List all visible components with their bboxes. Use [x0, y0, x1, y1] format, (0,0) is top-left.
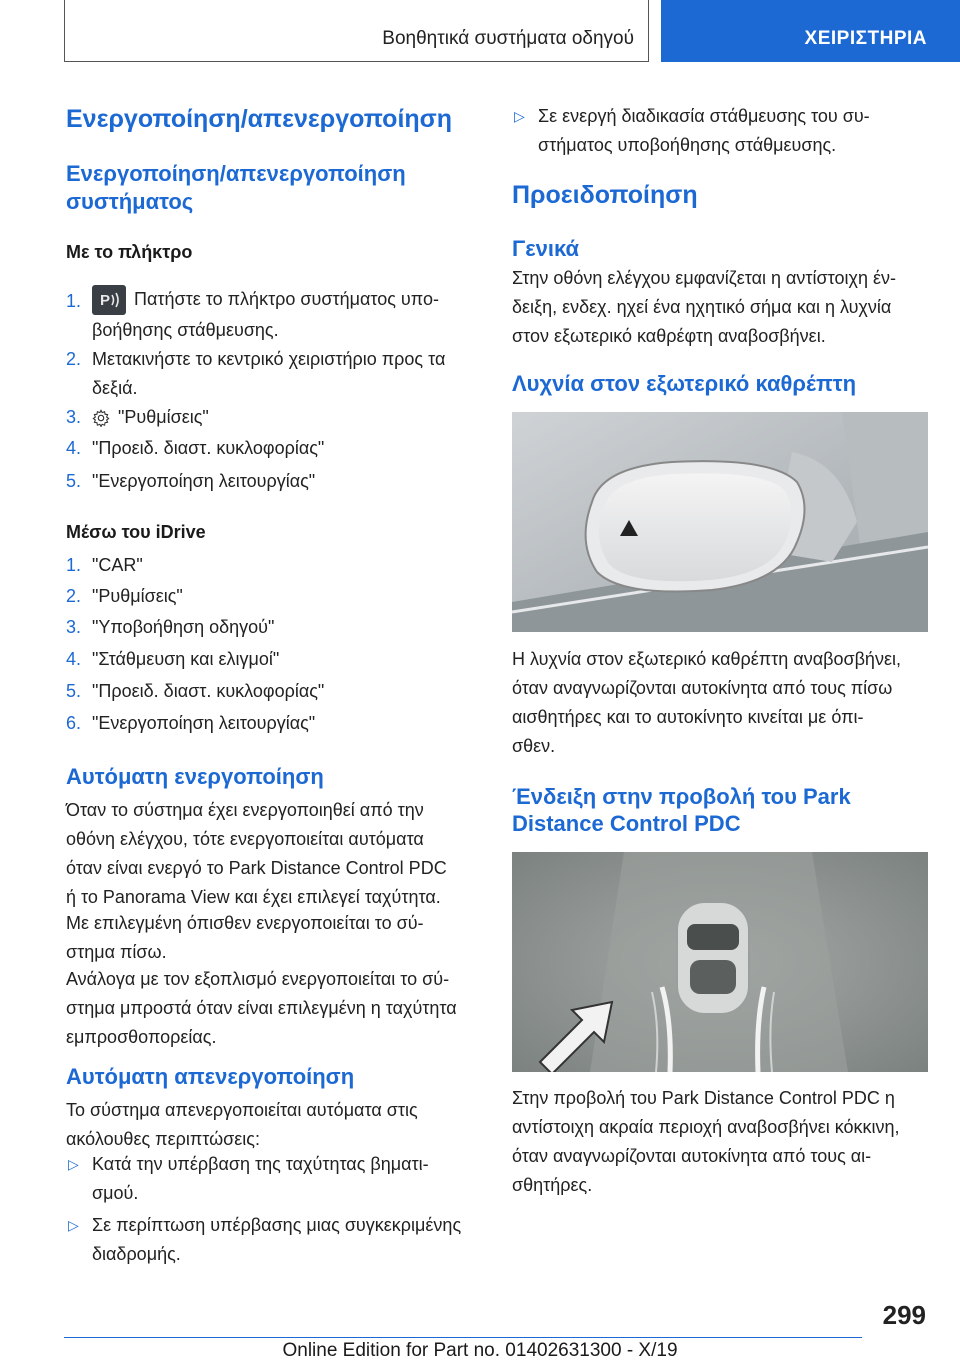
heading-activation: Ενεργοποίηση/απενεργοποίηση	[66, 105, 453, 133]
heading-system-activation-2: συστήματος	[66, 189, 194, 214]
paragraph-reverse: Με επιλεγμένη όπισθεν ενεργοποιείται το σύ- στημα πίσω.	[66, 913, 424, 962]
header-chapter-title: ΧΕΙΡΙΣΤΗΡΙΑ	[804, 28, 927, 49]
list-item: 1. P Πατήστε το πλήκτρο συστήματος υπο- βοήθησης στάθμευσης.	[66, 287, 486, 345]
header-section-box	[64, 0, 649, 62]
heading-pdc-display-1: Ένδειξη στην προβολή του Park	[512, 784, 851, 809]
triangle-bullet-icon: ▷	[68, 1156, 79, 1172]
footer-edition: Online Edition for Part no. 01402631300 - X/19	[282, 1340, 678, 1361]
caption-pdc: Στην προβολή του Park Distance Control PDC η αντίστοιχη ακραία περιοχή αναβοσβήνει κόκκινη, όταν αναγνωρίζονται αυτοκίνητα από τους αι- σθητήρες.	[512, 1088, 900, 1195]
pdc-view-illustration	[512, 852, 928, 1072]
header-chapter-tab[interactable]	[661, 0, 960, 62]
heading-system-activation-1: Ενεργοποίηση/απενεργοποίηση	[66, 161, 406, 186]
paragraph-general: Στην οθόνη ελέγχου εμφανίζεται η αντίστοιχη έν- δειξη, ενδεχ. ηχεί ένα ηχητικό σήμα και η λυχνία στον εξωτερικό καθρέφτη αναβοσβήνει.	[512, 268, 896, 346]
footer-divider	[64, 1337, 862, 1338]
heading-warning: Προειδοποίηση	[512, 181, 698, 209]
header-section-title: Βοηθητικά συστήματα οδηγού	[382, 28, 634, 49]
svg-text:P: P	[100, 292, 111, 310]
heading-auto-activation: Αυτόματη ενεργοποίηση	[66, 764, 324, 789]
paragraph-auto-activation: Όταν το σύστημα έχει ενεργοποιηθεί από την οθόνη ελέγχου, τότε ενεργοποιείται αυτόματα όταν είναι ενεργό το Park Distance Control PDC ή το Panorama View και έχει επιλεγεί ταχύτητα.	[66, 800, 447, 907]
list-text: P Πατήστε το πλήκτρο συστήματος υπο-	[92, 285, 439, 315]
mirror-lamp-illustration	[512, 412, 928, 632]
paragraph-auto-deactivation: Το σύστημα απενεργοποιείται αυτόματα στις ακόλουθες περιπτώσεις:	[66, 1100, 418, 1149]
gear-icon	[92, 409, 110, 427]
list-number: 1.	[66, 291, 82, 311]
heading-with-button: Με το πλήκτρο	[66, 242, 193, 262]
triangle-bullet-icon: ▷	[514, 108, 525, 124]
heading-pdc-display-2: Distance Control PDC	[512, 811, 741, 836]
paragraph-front: Ανάλογα με τον εξοπλισμό ενεργοποιείται το σύ- στημα μπροστά όταν είναι επιλεγμένη η ταχύτητα εμπροσθοπορείας.	[66, 969, 457, 1047]
heading-via-idrive: Μέσω του iDrive	[66, 522, 206, 542]
heading-general: Γενικά	[512, 236, 580, 261]
caption-mirror-lamp: Η λυχνία στον εξωτερικό καθρέπτη αναβοσβήνει, όταν αναγνωρίζονται αυτοκίνητα από τους πίσω αισθητήρες και το αυτοκίνητο κινείται με όπι- σθεν.	[512, 649, 901, 756]
page-number: 299	[882, 1300, 926, 1330]
heading-mirror-lamp: Λυχνία στον εξωτερικό καθρέπτη	[512, 371, 857, 396]
heading-auto-deactivation: Αυτόματη απενεργοποίηση	[66, 1064, 355, 1089]
triangle-bullet-icon: ▷	[68, 1217, 79, 1233]
parking-assist-button-icon	[92, 285, 126, 315]
